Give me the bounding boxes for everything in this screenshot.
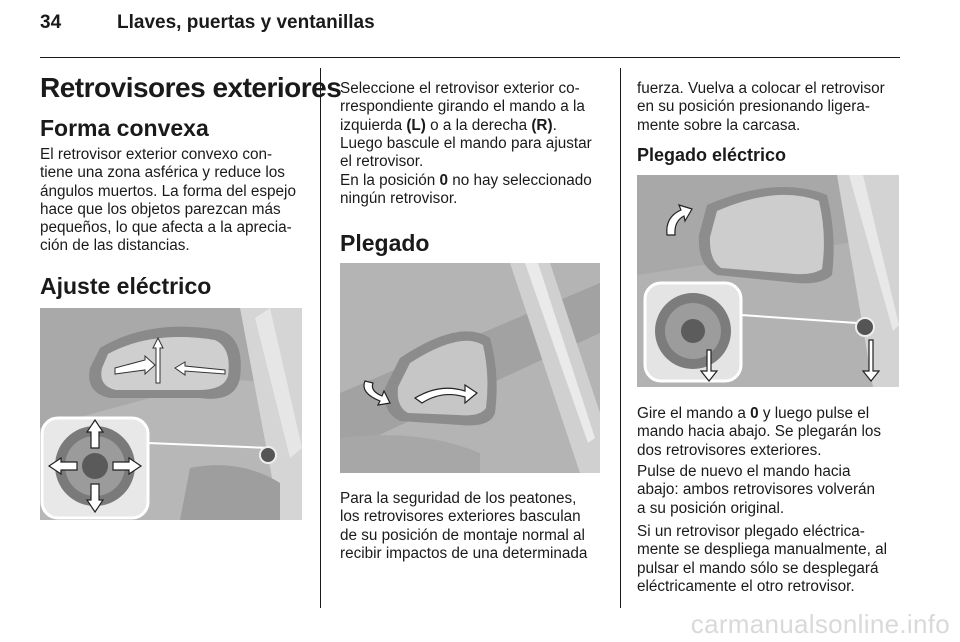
paragraph-pedestrian-safety: Para la seguridad de los peatones, los retrovisores exteriores basculan de su posición de montaje normal al recibir impactos de una determinada bbox=[340, 490, 588, 562]
subheading-electric-folding: Plegado eléctrico bbox=[637, 145, 787, 165]
column-divider-2 bbox=[620, 68, 621, 608]
paragraph-refit-mirror: fuerza. Vuelva a colocar el retrovisor en su posición presionando ligera- mente sobre la carcasa. bbox=[637, 80, 885, 134]
subheading-folding: Plegado bbox=[340, 230, 430, 256]
subheading-convex: Forma convexa bbox=[40, 115, 209, 141]
figure-electric-adjust bbox=[40, 308, 302, 520]
paragraph-position-zero: En la posición 0 no hay seleccionado ningún retrovisor. bbox=[340, 172, 592, 208]
paragraph-convex: El retrovisor exterior convexo con- tiene una zona asférica y reduce los ángulos muertos. La forma del espejo hace que los objetos parezcan más pequeños, lo que afecta a la aprecia- ción de las distancias. bbox=[40, 146, 296, 255]
paragraph-unfold: Pulse de nuevo el mando hacia abajo: ambos retrovisores volverán a su posición original. bbox=[637, 463, 876, 517]
section-title: Llaves, puertas y ventanillas bbox=[117, 12, 375, 33]
page-number: 34 bbox=[40, 12, 62, 33]
column-divider-1 bbox=[320, 68, 321, 608]
figure-electric-folding bbox=[637, 175, 899, 387]
paragraph-manual-unfold: Si un retrovisor plegado eléctrica- mente se despliega manualmente, al pulsar el mando sólo se desplegará eléctricamente el otro retrovisor. bbox=[637, 523, 888, 595]
paragraph-select-mirror: Seleccione el retrovisor exterior co- rrespondiente girando el mando a la izquierda (L) o a la derecha (R). Luego bascule el mando para ajustar el retrovisor. bbox=[340, 80, 592, 171]
watermark: carmanualsonline.info bbox=[690, 609, 950, 639]
main-heading: Retrovisores exteriores bbox=[40, 72, 342, 103]
header-rule bbox=[40, 57, 900, 58]
subheading-electric-adjust: Ajuste eléctrico bbox=[40, 273, 212, 299]
figure-folding bbox=[340, 263, 600, 473]
paragraph-fold-both: Gire el mando a 0 y luego pulse el mando hacia abajo. Se plegarán los dos retrovisores exteriores. bbox=[637, 405, 882, 459]
